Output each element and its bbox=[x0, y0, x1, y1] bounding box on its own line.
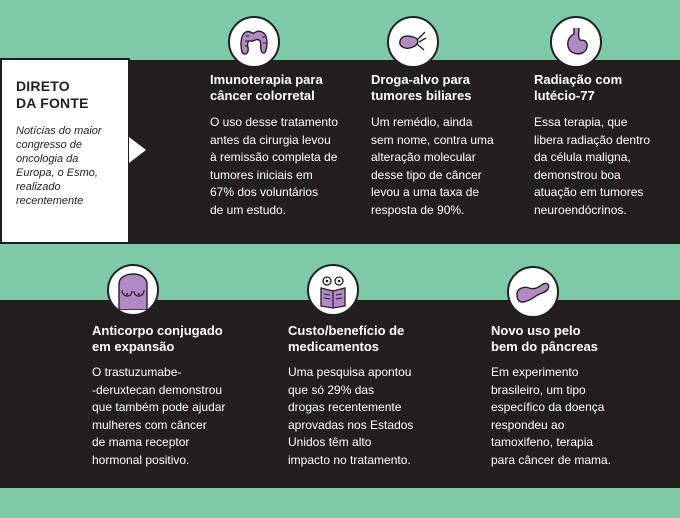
card-title-line1: Droga-alvo para bbox=[371, 72, 470, 87]
pancreas-icon bbox=[507, 266, 559, 318]
liver-icon bbox=[387, 16, 439, 68]
intro-title-line1: DIRETO bbox=[16, 78, 70, 94]
text-line: atuação em tumores bbox=[534, 185, 644, 199]
intro-text: Notícias do maior congresso de oncologia da Europa, o Esmo, realizado recentemente bbox=[16, 125, 102, 207]
intro-box bbox=[0, 58, 130, 244]
text-line: hormonal positivo. bbox=[92, 452, 190, 467]
card-title-line1: Radiação com bbox=[534, 72, 623, 87]
text-line: 67% dos voluntários bbox=[210, 185, 319, 199]
text-line: que só 29% das bbox=[288, 382, 375, 397]
text-line: drogas recentemente bbox=[288, 400, 402, 414]
card-title-line1: Imunoterapia para bbox=[210, 72, 323, 87]
intro-arrow-fill bbox=[129, 137, 146, 163]
card-title-line1: Custo/benefício de bbox=[288, 323, 405, 338]
text-line: levou a uma taxa de bbox=[371, 185, 480, 199]
text-line: para câncer de mama. bbox=[491, 452, 612, 467]
breast-icon bbox=[107, 264, 159, 316]
text-line: neuroendócrinos. bbox=[534, 202, 627, 217]
card-title-line2: bem do pâncreas bbox=[491, 339, 598, 354]
text-line: Um remédio, ainda bbox=[371, 115, 473, 129]
text-line: tumores iniciais em bbox=[210, 167, 313, 182]
text-line: libera radiação dentro bbox=[534, 132, 651, 147]
card-title-lutetium bbox=[534, 72, 622, 104]
card-text-pancreas bbox=[491, 364, 611, 469]
text-line: tamoxifeno, terapia bbox=[491, 435, 594, 449]
intro-title-line2: DA FONTE bbox=[16, 95, 89, 111]
text-line: O uso desse tratamento bbox=[210, 115, 339, 129]
card-title-colorectal bbox=[210, 72, 323, 104]
text-line: sem nome, contra uma bbox=[371, 132, 494, 147]
intestine-icon bbox=[228, 16, 280, 68]
text-line: específico da doença bbox=[491, 400, 605, 414]
text-line: de mama receptor bbox=[92, 435, 190, 449]
card-title-line2: câncer colorretal bbox=[210, 88, 315, 103]
text-line: de um estudo. bbox=[210, 202, 287, 217]
card-title-line2: em expansão bbox=[92, 339, 175, 354]
text-line: impacto no tratamento. bbox=[288, 452, 411, 467]
card-text-lutetium bbox=[534, 114, 650, 219]
text-line: mulheres com câncer bbox=[92, 417, 207, 432]
card-title-line2: medicamentos bbox=[288, 339, 380, 354]
card-title-biliary bbox=[371, 72, 471, 104]
text-line: que também pode ajudar bbox=[92, 400, 226, 414]
card-title-pancreas bbox=[491, 323, 598, 355]
text-line: Uma pesquisa apontou bbox=[288, 365, 412, 379]
text-line: brasileiro, um tipo bbox=[491, 382, 586, 397]
text-line: respondeu ao bbox=[491, 417, 565, 432]
card-text-colorectal bbox=[210, 114, 338, 219]
text-line: demonstrou boa bbox=[534, 167, 621, 182]
card-title-line1: Novo uso pelo bbox=[491, 323, 581, 338]
text-line: resposta de 90%. bbox=[371, 202, 465, 217]
text-line: Em experimento bbox=[491, 365, 579, 379]
card-title-antibody bbox=[92, 323, 223, 355]
text-line: aprovadas nos Estados bbox=[288, 417, 414, 432]
card-text-antibody bbox=[92, 364, 225, 469]
text-line: antes da cirurgia levou bbox=[210, 132, 331, 147]
text-line: desse tipo de câncer bbox=[371, 167, 482, 182]
card-text-cost-benefit bbox=[288, 364, 413, 469]
text-line: Unidos têm alto bbox=[288, 435, 372, 449]
card-title-cost-benefit bbox=[288, 323, 404, 355]
text-line: -deruxtecan demonstrou bbox=[92, 382, 223, 397]
intro-title bbox=[16, 78, 118, 112]
text-line: Essa terapia, que bbox=[534, 115, 628, 129]
card-title-line1: Anticorpo conjugado bbox=[92, 323, 223, 338]
reading-person-icon bbox=[307, 264, 359, 316]
stomach-icon bbox=[550, 16, 602, 68]
text-line: O trastuzumabe- bbox=[92, 365, 182, 379]
text-line: da célula maligna, bbox=[534, 150, 631, 164]
card-title-line2: tumores biliares bbox=[371, 88, 472, 103]
card-text-biliary bbox=[371, 114, 494, 219]
card-title-line2: lutécio-77 bbox=[534, 88, 595, 103]
text-line: alteração molecular bbox=[371, 150, 476, 164]
text-line: à remissão completa de bbox=[210, 150, 338, 164]
